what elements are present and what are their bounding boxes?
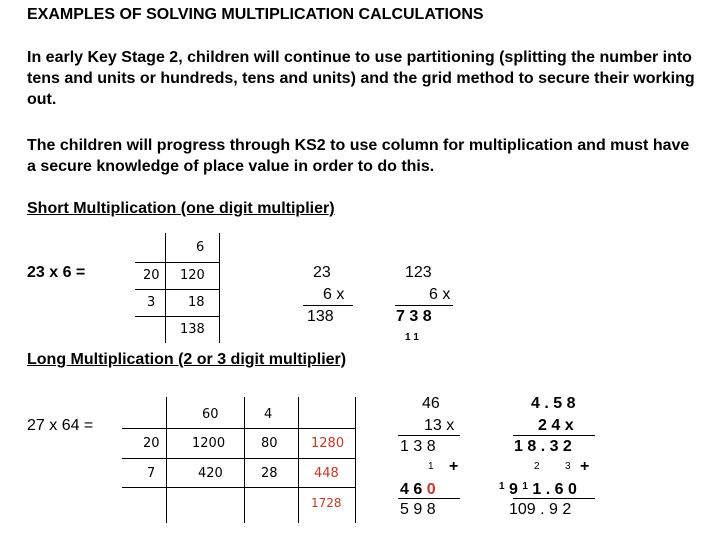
page-title: EXAMPLES OF SOLVING MULTIPLICATION CALCULATIONS bbox=[27, 6, 484, 23]
short-col1-mid: 6 x bbox=[323, 286, 345, 303]
long-col2-row2-sup1: 1 bbox=[499, 481, 505, 492]
short-multiplication-heading: Short Multiplication (one digit multiplier) bbox=[27, 200, 335, 217]
intro-paragraph: In early Key Stage 2, children will continue to use partitioning (splitting the number into tens and units or hundreds, tens and units) and the grid method to secure their working out. bbox=[27, 49, 695, 108]
long-grid-row2-420: 420 bbox=[198, 466, 223, 481]
long-col2-row2-nine: 9 bbox=[509, 481, 518, 498]
long-grid-total: 1728 bbox=[311, 496, 342, 510]
long-grid-row1-80: 80 bbox=[261, 436, 278, 451]
long-col2-row2 bbox=[499, 481, 577, 499]
long-grid-row2-28: 28 bbox=[261, 466, 278, 481]
long-grid-row2-sum: 448 bbox=[314, 466, 339, 481]
long-col2-row1: 1 8 . 3 2 bbox=[514, 438, 572, 455]
long-grid-row1-left: 20 bbox=[143, 436, 160, 451]
short-grid-total: 138 bbox=[180, 322, 205, 337]
long-grid-header-4: 4 bbox=[264, 407, 273, 422]
long-equation: 27 x 64 = bbox=[27, 417, 94, 434]
short-col2-mid: 6 x bbox=[429, 286, 451, 303]
short-col1-top: 23 bbox=[313, 264, 331, 281]
long-col2-row2-sup2: 1 bbox=[522, 481, 528, 492]
long-col2-plus: + bbox=[580, 458, 590, 475]
progress-paragraph: The children will progress through KS2 to use column for multiplication and must have a secure knowledge of place value in order to do this. bbox=[27, 137, 690, 175]
long-col2-top: 4 . 5 8 bbox=[531, 395, 576, 412]
short-grid-row2-left: 3 bbox=[147, 295, 156, 310]
long-grid-row2-left: 7 bbox=[147, 466, 156, 481]
long-col1-result: 5 9 8 bbox=[400, 501, 436, 518]
long-col1-row2 bbox=[400, 481, 436, 499]
short-grid-row1-value: 120 bbox=[180, 268, 205, 283]
short-col2-top: 123 bbox=[405, 264, 432, 281]
short-col2-result: 7 3 8 bbox=[396, 308, 432, 325]
long-col1-carry: 1 bbox=[428, 461, 434, 472]
long-multiplication-heading: Long Multiplication (2 or 3 digit multiplier) bbox=[27, 351, 347, 368]
short-col1-result: 138 bbox=[307, 308, 334, 325]
long-col2-row2-rest: 1 . 6 0 bbox=[532, 481, 577, 498]
short-col2-carry: 1 1 bbox=[405, 332, 419, 343]
long-col2-mid: 2 4 x bbox=[538, 417, 574, 434]
long-col1-top: 46 bbox=[422, 395, 440, 412]
long-grid-row1-sum: 1280 bbox=[311, 436, 345, 451]
long-col1-row2-zero: 0 bbox=[426, 481, 436, 498]
short-grid-row1-left: 20 bbox=[143, 268, 160, 283]
long-col2-carry1: 2 bbox=[534, 461, 540, 472]
long-col1-row2-digits: 4 6 bbox=[400, 481, 427, 498]
short-equation: 23 x 6 = bbox=[27, 264, 86, 281]
long-col1-mid: 13 x bbox=[424, 417, 455, 434]
long-col2-result: 109 . 9 2 bbox=[509, 501, 572, 518]
long-col1-row1: 1 3 8 bbox=[400, 438, 436, 455]
long-grid-header-60: 60 bbox=[202, 407, 219, 422]
short-grid-row2-value: 18 bbox=[188, 295, 205, 310]
long-grid-row1-1200: 1200 bbox=[192, 436, 226, 451]
long-col1-plus: + bbox=[449, 458, 459, 475]
long-col2-carry2: 3 bbox=[565, 461, 571, 472]
short-grid-header: 6 bbox=[196, 240, 205, 255]
